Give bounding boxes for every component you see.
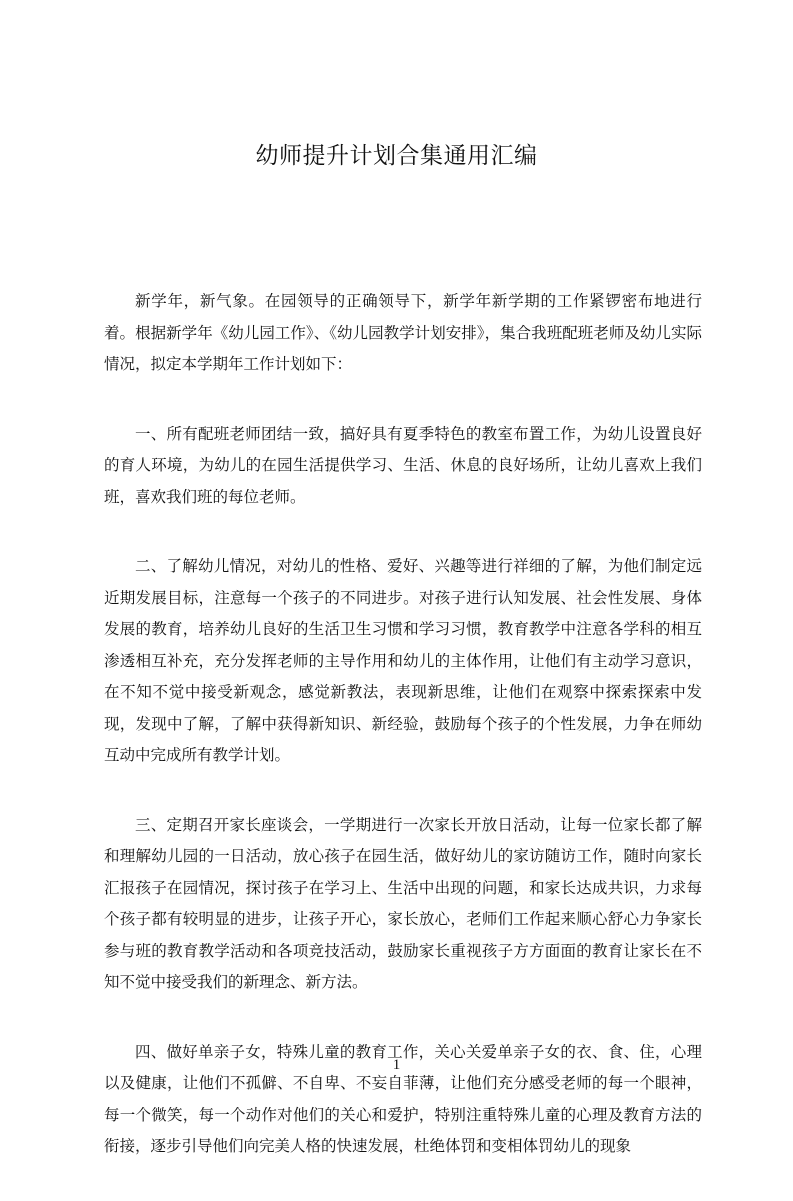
paragraph-section-1: 一、所有配班老师团结一致，搞好具有夏季特色的教室布置工作，为幼儿设置良好的育人环境，为幼儿的在园生活提供学习、生活、休息的良好场所，让幼儿喜欢上我们班，喜欢我们班的每位老师。 <box>104 424 702 506</box>
paragraph-section-4: 四、做好单亲子女，特殊儿童的教育工作，关心关爱单亲子女的衣、食、住，心理以及健康，让他们不孤僻、不自卑、不妄自菲薄，让他们充分感受老师的每一个眼神，每一个微笑，每一个动作对他们的关心和爱护，特别注重特殊儿童的心理及教育方法的衔接，逐步引导他们向完美人格的快速发展，杜绝体罚和变相体罚幼儿的现象 <box>104 1042 702 1155</box>
page-number: 1 <box>392 1057 401 1073</box>
document-title: 幼师提升计划合集通用汇编 <box>255 143 538 169</box>
paragraph-intro: 新学年，新气象。在园领导的正确领导下，新学年新学期的工作紧锣密布地进行着。根据新学年《幼儿园工作》、《幼儿园教学计划安排》，集合我班配班老师及幼儿实际情况，拟定本学期年工作计划如下： <box>104 292 702 373</box>
paragraph-section-3: 三、定期召开家长座谈会，一学期进行一次家长开放日活动，让每一位家长都了解和理解幼儿园的一日活动，放心孩子在园生活，做好幼儿的家访随访工作，随时向家长汇报孩子在园情况，探讨孩子在学习上、生活中出现的问题，和家长达成共识，力求每个孩子都有较明显的进步，让孩子开心，家长放心，老师们工作起来顺心舒心力争家长参与班的教育教学活动和各项竞技活动，鼓励家长重视孩子方方面面的教育让家长在不知不觉中接受我们的新理念、新方法。 <box>104 815 702 991</box>
paragraph-section-2: 二、了解幼儿情况，对幼儿的性格、爱好、兴趣等进行祥细的了解，为他们制定远近期发展目标，注意每一个孩子的不同进步。对孩子进行认知发展、社会性发展、身体发展的教育，培养幼儿良好的生活卫生习惯和学习习惯，教育教学中注意各学科的相互渗透相互补充，充分发挥老师的主导作用和幼儿的主体作用，让他们有主动学习意识，在不知不觉中接受新观念，感觉新教法，表现新思维，让他们在观察中探索探索中发现，发现中了解，了解中获得新知识、新经验，鼓励每个孩子的个性发展，力争在师幼互动中完成所有教学计划。 <box>104 557 702 764</box>
